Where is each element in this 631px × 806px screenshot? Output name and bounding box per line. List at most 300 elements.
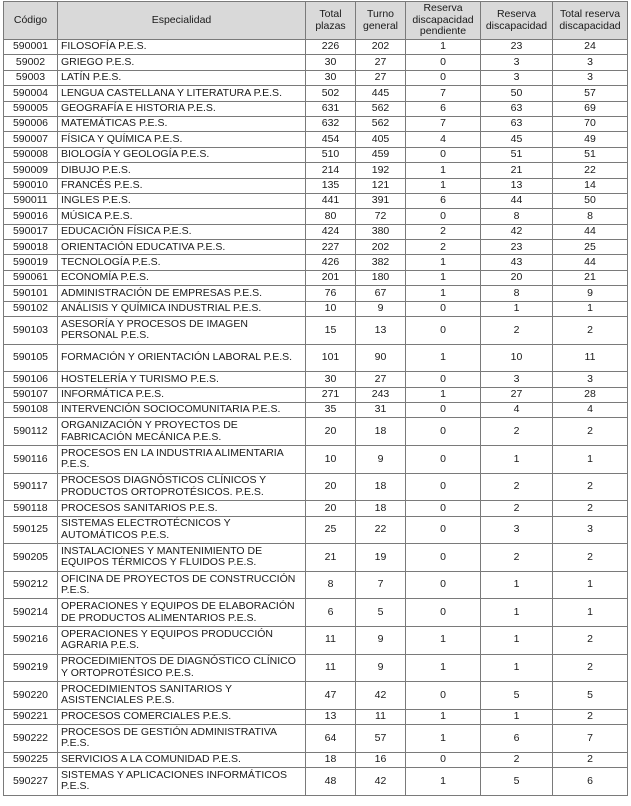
codigo-cell: 590010 <box>4 178 58 193</box>
reserva-pendiente-cell: 1 <box>406 344 481 372</box>
codigo-cell: 590017 <box>4 224 58 239</box>
table-row <box>4 571 628 599</box>
especialidad-cell: ADMINISTRACIÓN DE EMPRESAS P.E.S. <box>58 286 306 301</box>
total-plazas-cell: 15 <box>306 317 356 345</box>
total-plazas-cell: 135 <box>306 178 356 193</box>
total-plazas-cell: 13 <box>306 709 356 724</box>
codigo-cell: 590118 <box>4 501 58 516</box>
total-plazas-cell: 25 <box>306 516 356 544</box>
especialidad-cell: INGLES P.E.S. <box>58 193 306 208</box>
especialidad-cell: MATEMÁTICAS P.E.S. <box>58 116 306 131</box>
table-row <box>4 725 628 753</box>
table-row <box>4 473 628 501</box>
total-plazas-cell: 632 <box>306 116 356 131</box>
reserva-discapacidad-cell: 1 <box>481 571 553 599</box>
reserva-discapacidad-cell: 1 <box>481 301 553 316</box>
table-row <box>4 301 628 316</box>
especialidad-cell: GEOGRAFÍA E HISTORIA P.E.S. <box>58 101 306 116</box>
total-reserva-cell: 3 <box>553 55 628 70</box>
reserva-pendiente-cell: 0 <box>406 516 481 544</box>
reserva-discapacidad-cell: 42 <box>481 224 553 239</box>
reserva-pendiente-cell: 1 <box>406 286 481 301</box>
table-row <box>4 116 628 131</box>
header-total-plazas: Total plazas <box>306 2 356 40</box>
turno-general-cell: 31 <box>356 403 406 418</box>
reserva-pendiente-cell: 7 <box>406 86 481 101</box>
total-reserva-cell: 3 <box>553 516 628 544</box>
reserva-pendiente-cell: 0 <box>406 501 481 516</box>
header-reserva-pendiente: Reserva discapacidad pendiente <box>406 2 481 40</box>
especialidad-cell: SERVICIOS A LA COMUNIDAD P.E.S. <box>58 752 306 767</box>
especialidad-cell: INTERVENCIÓN SOCIOCOMUNITARIA P.E.S. <box>58 403 306 418</box>
codigo-cell: 590103 <box>4 317 58 345</box>
reserva-discapacidad-cell: 63 <box>481 101 553 116</box>
total-reserva-cell: 28 <box>553 387 628 402</box>
reserva-pendiente-cell: 0 <box>406 301 481 316</box>
reserva-pendiente-cell: 0 <box>406 317 481 345</box>
especialidad-cell: FORMACIÓN Y ORIENTACIÓN LABORAL P.E.S. <box>58 344 306 372</box>
reserva-discapacidad-cell: 4 <box>481 403 553 418</box>
especialidad-cell: LATÍN P.E.S. <box>58 70 306 85</box>
reserva-pendiente-cell: 1 <box>406 626 481 654</box>
turno-general-cell: 27 <box>356 70 406 85</box>
reserva-pendiente-cell: 0 <box>406 445 481 473</box>
total-plazas-cell: 631 <box>306 101 356 116</box>
reserva-discapacidad-cell: 2 <box>481 418 553 446</box>
reserva-pendiente-cell: 0 <box>406 70 481 85</box>
especialidad-cell: INFORMÁTICA P.E.S. <box>58 387 306 402</box>
total-plazas-cell: 227 <box>306 240 356 255</box>
total-reserva-cell: 24 <box>553 40 628 55</box>
total-reserva-cell: 11 <box>553 344 628 372</box>
table-row <box>4 270 628 285</box>
especialidad-cell: MÚSICA P.E.S. <box>58 209 306 224</box>
especialidad-cell: FÍSICA Y QUÍMICA P.E.S. <box>58 132 306 147</box>
total-reserva-cell: 1 <box>553 301 628 316</box>
table-row <box>4 768 628 796</box>
turno-general-cell: 243 <box>356 387 406 402</box>
total-plazas-cell: 30 <box>306 70 356 85</box>
codigo-cell: 590005 <box>4 101 58 116</box>
table-row <box>4 626 628 654</box>
turno-general-cell: 72 <box>356 209 406 224</box>
reserva-discapacidad-cell: 13 <box>481 178 553 193</box>
reserva-discapacidad-cell: 44 <box>481 193 553 208</box>
reserva-discapacidad-cell: 6 <box>481 725 553 753</box>
table-row <box>4 501 628 516</box>
header-reserva-discapacidad: Reserva discapacidad <box>481 2 553 40</box>
codigo-cell: 590107 <box>4 387 58 402</box>
turno-general-cell: 11 <box>356 709 406 724</box>
table-row <box>4 132 628 147</box>
reserva-discapacidad-cell: 50 <box>481 86 553 101</box>
total-reserva-cell: 50 <box>553 193 628 208</box>
codigo-cell: 590222 <box>4 725 58 753</box>
reserva-pendiente-cell: 1 <box>406 768 481 796</box>
especialidad-cell: GRIEGO P.E.S. <box>58 55 306 70</box>
table-row <box>4 445 628 473</box>
reserva-discapacidad-cell: 20 <box>481 270 553 285</box>
codigo-cell: 590214 <box>4 599 58 627</box>
codigo-cell: 590011 <box>4 193 58 208</box>
especialidad-cell: EDUCACIÓN FÍSICA P.E.S. <box>58 224 306 239</box>
total-reserva-cell: 69 <box>553 101 628 116</box>
table-row <box>4 544 628 572</box>
total-reserva-cell: 51 <box>553 147 628 162</box>
reserva-discapacidad-cell: 43 <box>481 255 553 270</box>
especialidad-cell: PROCEDIMIENTOS DE DIAGNÓSTICO CLÍNICO Y ORTOPROTÉSICO P.E.S. <box>58 654 306 682</box>
table-row <box>4 418 628 446</box>
codigo-cell: 590016 <box>4 209 58 224</box>
table-row <box>4 516 628 544</box>
turno-general-cell: 180 <box>356 270 406 285</box>
codigo-cell: 590221 <box>4 709 58 724</box>
total-reserva-cell: 44 <box>553 255 628 270</box>
reserva-pendiente-cell: 1 <box>406 654 481 682</box>
especialidad-cell: PROCESOS SANITARIOS P.E.S. <box>58 501 306 516</box>
total-plazas-cell: 214 <box>306 163 356 178</box>
codigo-cell: 590212 <box>4 571 58 599</box>
table-row <box>4 752 628 767</box>
turno-general-cell: 562 <box>356 101 406 116</box>
total-reserva-cell: 57 <box>553 86 628 101</box>
total-reserva-cell: 44 <box>553 224 628 239</box>
reserva-pendiente-cell: 0 <box>406 473 481 501</box>
total-reserva-cell: 2 <box>553 626 628 654</box>
table-row <box>4 70 628 85</box>
codigo-cell: 590219 <box>4 654 58 682</box>
codigo-cell: 590227 <box>4 768 58 796</box>
table-row <box>4 599 628 627</box>
turno-general-cell: 9 <box>356 445 406 473</box>
reserva-discapacidad-cell: 8 <box>481 286 553 301</box>
total-plazas-cell: 271 <box>306 387 356 402</box>
reserva-discapacidad-cell: 45 <box>481 132 553 147</box>
reserva-discapacidad-cell: 2 <box>481 752 553 767</box>
reserva-pendiente-cell: 0 <box>406 147 481 162</box>
total-reserva-cell: 14 <box>553 178 628 193</box>
codigo-cell: 590117 <box>4 473 58 501</box>
especialidad-cell: OFICINA DE PROYECTOS DE CONSTRUCCIÓN P.E.S. <box>58 571 306 599</box>
table-row <box>4 286 628 301</box>
reserva-pendiente-cell: 2 <box>406 240 481 255</box>
total-reserva-cell: 2 <box>553 473 628 501</box>
total-reserva-cell: 5 <box>553 682 628 710</box>
reserva-pendiente-cell: 0 <box>406 372 481 387</box>
especialidad-cell: SISTEMAS ELECTROTÉCNICOS Y AUTOMÁTICOS P.E.S. <box>58 516 306 544</box>
reserva-discapacidad-cell: 1 <box>481 445 553 473</box>
reserva-pendiente-cell: 6 <box>406 101 481 116</box>
total-plazas-cell: 101 <box>306 344 356 372</box>
reserva-discapacidad-cell: 1 <box>481 599 553 627</box>
total-plazas-cell: 226 <box>306 40 356 55</box>
reserva-pendiente-cell: 1 <box>406 709 481 724</box>
turno-general-cell: 9 <box>356 626 406 654</box>
header-total-reserva: Total reserva discapacidad <box>553 2 628 40</box>
total-reserva-cell: 2 <box>553 654 628 682</box>
especialidad-cell: PROCESOS DE GESTIÓN ADMINISTRATIVA P.E.S. <box>58 725 306 753</box>
reserva-discapacidad-cell: 1 <box>481 709 553 724</box>
turno-general-cell: 9 <box>356 301 406 316</box>
codigo-cell: 590001 <box>4 40 58 55</box>
turno-general-cell: 67 <box>356 286 406 301</box>
turno-general-cell: 42 <box>356 768 406 796</box>
turno-general-cell: 18 <box>356 473 406 501</box>
reserva-pendiente-cell: 7 <box>406 116 481 131</box>
turno-general-cell: 13 <box>356 317 406 345</box>
table-body <box>4 40 628 796</box>
reserva-discapacidad-cell: 23 <box>481 40 553 55</box>
table-row <box>4 193 628 208</box>
especialidad-cell: HOSTELERÍA Y TURISMO P.E.S. <box>58 372 306 387</box>
data-table <box>3 1 628 796</box>
codigo-cell: 590018 <box>4 240 58 255</box>
reserva-discapacidad-cell: 5 <box>481 682 553 710</box>
total-reserva-cell: 2 <box>553 544 628 572</box>
total-plazas-cell: 18 <box>306 752 356 767</box>
total-plazas-cell: 502 <box>306 86 356 101</box>
table-row <box>4 654 628 682</box>
table-row <box>4 163 628 178</box>
reserva-discapacidad-cell: 23 <box>481 240 553 255</box>
codigo-cell: 590004 <box>4 86 58 101</box>
codigo-cell: 590205 <box>4 544 58 572</box>
total-reserva-cell: 2 <box>553 709 628 724</box>
especialidad-cell: OPERACIONES Y EQUIPOS PRODUCCIÓN AGRARIA P.E.S. <box>58 626 306 654</box>
codigo-cell: 590220 <box>4 682 58 710</box>
table-row <box>4 86 628 101</box>
reserva-pendiente-cell: 6 <box>406 193 481 208</box>
total-reserva-cell: 1 <box>553 599 628 627</box>
total-plazas-cell: 21 <box>306 544 356 572</box>
total-reserva-cell: 3 <box>553 372 628 387</box>
reserva-pendiente-cell: 1 <box>406 40 481 55</box>
turno-general-cell: 90 <box>356 344 406 372</box>
turno-general-cell: 459 <box>356 147 406 162</box>
total-reserva-cell: 6 <box>553 768 628 796</box>
codigo-cell: 590116 <box>4 445 58 473</box>
reserva-discapacidad-cell: 5 <box>481 768 553 796</box>
turno-general-cell: 42 <box>356 682 406 710</box>
table-row <box>4 240 628 255</box>
especialidad-cell: PROCEDIMIENTOS SANITARIOS Y ASISTENCIALES P.E.S. <box>58 682 306 710</box>
codigo-cell: 590008 <box>4 147 58 162</box>
table-row <box>4 372 628 387</box>
table-row <box>4 224 628 239</box>
total-plazas-cell: 11 <box>306 626 356 654</box>
table-row <box>4 101 628 116</box>
total-reserva-cell: 2 <box>553 418 628 446</box>
reserva-discapacidad-cell: 51 <box>481 147 553 162</box>
reserva-pendiente-cell: 2 <box>406 224 481 239</box>
especialidad-cell: ANÁLISIS Y QUÍMICA INDUSTRIAL P.E.S. <box>58 301 306 316</box>
header-codigo: Código <box>4 2 58 40</box>
especialidad-cell: FRANCÉS P.E.S. <box>58 178 306 193</box>
codigo-cell: 590009 <box>4 163 58 178</box>
reserva-pendiente-cell: 1 <box>406 255 481 270</box>
total-plazas-cell: 6 <box>306 599 356 627</box>
codigo-cell: 590216 <box>4 626 58 654</box>
especialidad-cell: ASESORÍA Y PROCESOS DE IMAGEN PERSONAL P.E.S. <box>58 317 306 345</box>
codigo-cell: 590108 <box>4 403 58 418</box>
especialidad-cell: LENGUA CASTELLANA Y LITERATURA P.E.S. <box>58 86 306 101</box>
reserva-discapacidad-cell: 3 <box>481 516 553 544</box>
codigo-cell: 590019 <box>4 255 58 270</box>
codigo-cell: 590125 <box>4 516 58 544</box>
total-plazas-cell: 47 <box>306 682 356 710</box>
total-reserva-cell: 1 <box>553 571 628 599</box>
reserva-pendiente-cell: 4 <box>406 132 481 147</box>
turno-general-cell: 202 <box>356 240 406 255</box>
table-row <box>4 209 628 224</box>
total-plazas-cell: 424 <box>306 224 356 239</box>
total-reserva-cell: 22 <box>553 163 628 178</box>
reserva-discapacidad-cell: 2 <box>481 317 553 345</box>
reserva-discapacidad-cell: 10 <box>481 344 553 372</box>
table-row <box>4 344 628 372</box>
total-plazas-cell: 30 <box>306 55 356 70</box>
reserva-discapacidad-cell: 3 <box>481 372 553 387</box>
reserva-pendiente-cell: 0 <box>406 571 481 599</box>
turno-general-cell: 562 <box>356 116 406 131</box>
reserva-pendiente-cell: 0 <box>406 209 481 224</box>
total-plazas-cell: 80 <box>306 209 356 224</box>
table-row <box>4 55 628 70</box>
especialidad-cell: SISTEMAS Y APLICACIONES INFORMÁTICOS P.E.S. <box>58 768 306 796</box>
table-row <box>4 40 628 55</box>
total-reserva-cell: 9 <box>553 286 628 301</box>
turno-general-cell: 9 <box>356 654 406 682</box>
reserva-discapacidad-cell: 1 <box>481 626 553 654</box>
reserva-pendiente-cell: 0 <box>406 682 481 710</box>
total-reserva-cell: 2 <box>553 317 628 345</box>
turno-general-cell: 18 <box>356 501 406 516</box>
total-reserva-cell: 21 <box>553 270 628 285</box>
turno-general-cell: 382 <box>356 255 406 270</box>
total-plazas-cell: 441 <box>306 193 356 208</box>
total-plazas-cell: 510 <box>306 147 356 162</box>
turno-general-cell: 5 <box>356 599 406 627</box>
total-reserva-cell: 70 <box>553 116 628 131</box>
reserva-pendiente-cell: 1 <box>406 178 481 193</box>
reserva-discapacidad-cell: 2 <box>481 544 553 572</box>
reserva-discapacidad-cell: 3 <box>481 70 553 85</box>
turno-general-cell: 7 <box>356 571 406 599</box>
turno-general-cell: 445 <box>356 86 406 101</box>
turno-general-cell: 380 <box>356 224 406 239</box>
total-reserva-cell: 25 <box>553 240 628 255</box>
table-row <box>4 403 628 418</box>
header-turno-general: Turno general <box>356 2 406 40</box>
especialidad-cell: DIBUJO P.E.S. <box>58 163 306 178</box>
especialidad-cell: TECNOLOGÍA P.E.S. <box>58 255 306 270</box>
total-reserva-cell: 2 <box>553 501 628 516</box>
table-row <box>4 178 628 193</box>
total-reserva-cell: 2 <box>553 752 628 767</box>
reserva-discapacidad-cell: 63 <box>481 116 553 131</box>
header-row <box>4 2 628 40</box>
codigo-cell: 590106 <box>4 372 58 387</box>
reserva-discapacidad-cell: 27 <box>481 387 553 402</box>
reserva-discapacidad-cell: 2 <box>481 501 553 516</box>
codigo-cell: 590061 <box>4 270 58 285</box>
reserva-pendiente-cell: 1 <box>406 270 481 285</box>
reserva-discapacidad-cell: 21 <box>481 163 553 178</box>
codigo-cell: 590101 <box>4 286 58 301</box>
reserva-pendiente-cell: 0 <box>406 599 481 627</box>
total-plazas-cell: 454 <box>306 132 356 147</box>
total-reserva-cell: 4 <box>553 403 628 418</box>
turno-general-cell: 16 <box>356 752 406 767</box>
table-row <box>4 387 628 402</box>
table-row <box>4 682 628 710</box>
turno-general-cell: 121 <box>356 178 406 193</box>
reserva-discapacidad-cell: 2 <box>481 473 553 501</box>
codigo-cell: 590105 <box>4 344 58 372</box>
especialidad-cell: INSTALACIONES Y MANTENIMIENTO DE EQUIPOS TÉRMICOS Y FLUIDOS P.E.S. <box>58 544 306 572</box>
especialidad-cell: OPERACIONES Y EQUIPOS DE ELABORACIÓN DE PRODUCTOS ALIMENTARIOS P.E.S. <box>58 599 306 627</box>
total-plazas-cell: 8 <box>306 571 356 599</box>
turno-general-cell: 27 <box>356 55 406 70</box>
total-reserva-cell: 3 <box>553 70 628 85</box>
table-row <box>4 317 628 345</box>
reserva-pendiente-cell: 0 <box>406 418 481 446</box>
total-reserva-cell: 1 <box>553 445 628 473</box>
codigo-cell: 590225 <box>4 752 58 767</box>
turno-general-cell: 57 <box>356 725 406 753</box>
total-plazas-cell: 30 <box>306 372 356 387</box>
codigo-cell: 590007 <box>4 132 58 147</box>
reserva-pendiente-cell: 1 <box>406 163 481 178</box>
table-row <box>4 709 628 724</box>
reserva-discapacidad-cell: 1 <box>481 654 553 682</box>
reserva-pendiente-cell: 1 <box>406 725 481 753</box>
total-plazas-cell: 201 <box>306 270 356 285</box>
codigo-cell: 59002 <box>4 55 58 70</box>
turno-general-cell: 27 <box>356 372 406 387</box>
reserva-pendiente-cell: 0 <box>406 55 481 70</box>
total-reserva-cell: 7 <box>553 725 628 753</box>
total-plazas-cell: 76 <box>306 286 356 301</box>
turno-general-cell: 391 <box>356 193 406 208</box>
header-especialidad: Especialidad <box>58 2 306 40</box>
turno-general-cell: 19 <box>356 544 406 572</box>
turno-general-cell: 192 <box>356 163 406 178</box>
reserva-pendiente-cell: 0 <box>406 544 481 572</box>
especialidad-cell: PROCESOS DIAGNÓSTICOS CLÍNICOS Y PRODUCTOS ORTOPROTÉSICOS. P.E.S. <box>58 473 306 501</box>
codigo-cell: 590102 <box>4 301 58 316</box>
table-row <box>4 255 628 270</box>
turno-general-cell: 18 <box>356 418 406 446</box>
especialidad-cell: ORIENTACIÓN EDUCATIVA P.E.S. <box>58 240 306 255</box>
especialidad-cell: PROCESOS COMERCIALES P.E.S. <box>58 709 306 724</box>
especialidad-cell: BIOLOGÍA Y GEOLOGÍA P.E.S. <box>58 147 306 162</box>
total-plazas-cell: 10 <box>306 301 356 316</box>
turno-general-cell: 22 <box>356 516 406 544</box>
total-plazas-cell: 10 <box>306 445 356 473</box>
total-plazas-cell: 426 <box>306 255 356 270</box>
especialidad-cell: FILOSOFÍA P.E.S. <box>58 40 306 55</box>
total-plazas-cell: 20 <box>306 473 356 501</box>
total-reserva-cell: 49 <box>553 132 628 147</box>
reserva-pendiente-cell: 1 <box>406 387 481 402</box>
table-row <box>4 147 628 162</box>
especialidad-cell: ECONOMÍA P.E.S. <box>58 270 306 285</box>
total-plazas-cell: 35 <box>306 403 356 418</box>
codigo-cell: 590006 <box>4 116 58 131</box>
turno-general-cell: 405 <box>356 132 406 147</box>
reserva-discapacidad-cell: 3 <box>481 55 553 70</box>
